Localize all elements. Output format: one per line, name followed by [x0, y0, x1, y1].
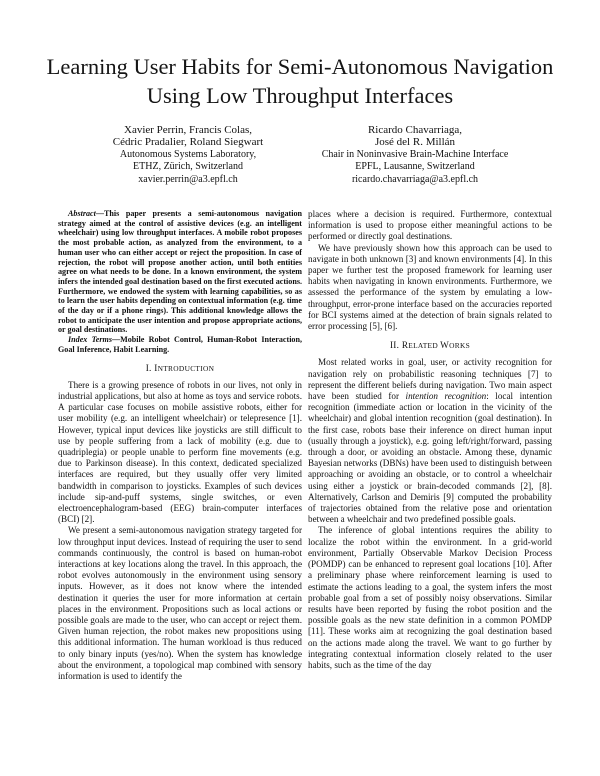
section-heading-introduction [58, 363, 302, 374]
paper-title: Learning User Habits for Semi-Autonomous Navigation Using Low Throughput Interfaces [46, 54, 554, 108]
paragraph: We present a semi-autonomous navigation strategy targeted for low throughput input devices. Instead of requiring the user to send commands continuously, the control is based on human-robot interactions at key locations along the travel. In this approach, the robot evolves autonomously in the environment using sensory inputs. However, as it does not know where the intended destination it queries the user for more information at certain places in the environment. Propositions such as local actions or possible goals are made to the user, who can accept or reject them. Given human rejection, the robot makes new propositions using this additional information. The human workload is thus reduced to only binary inputs (yes/no). When the system has knowledge about the environment, a topological map combined with sensory information is used to identify the [58, 525, 302, 682]
author-names: Ricardo Chavarriaga, [367, 124, 463, 136]
index-terms-lead: Index Terms [68, 335, 112, 345]
author-block-left [88, 124, 288, 186]
author-location: ETHZ, Zürich, Switzerland [133, 161, 243, 173]
abstract-text: —This paper presents a semi-autonomous navigation strategy aimed at the control of assistive devices (e.g. an intelligent wheelchair) using low throughput interfaces. A mobile robot proposes the most probable action, as analyzed from the environment, to a human user who can either accept or reject the proposition. In case of rejection, the robot will propose another action, until both entities agree on what needs to be done. In a known environment, the system infers the intended goal destination based on the first executed actions. Furthermore, we endowed the system with learning capabilities, so as to learn the user habits depending on contextual information (e.g. time of the day or if a phone rings). This additional knowledge allows the robot to anticipate the user intention and propose appropriate actions, or goal destinations. [58, 209, 302, 335]
section-numeral: I. I [145, 362, 158, 373]
section-title-rest: NTRODUCTION [157, 363, 215, 373]
author-affiliation: Chair in Noninvasive Brain-Machine Interface [321, 148, 509, 160]
paragraph: places where a decision is required. Furthermore, contextual information is used to propose either meaningful actions to be performed or directly goal destinations. [308, 209, 552, 242]
author-names: Xavier Perrin, Francis Colas, [124, 124, 252, 136]
paragraph-text: : local intention recognition (immediate action or location in the vicinity of the wheelchair) and global intention recognition (goal destination). In the first case, robots base their inference on direct human input (usually through a joystick), e.g. going left/right/forward, passing through a door, or avoiding an obstacle. Among these, dynamic Bayesian networks (DBNs) have been used to distinguish between approaching or avoiding an obstacle, or to control a wheelchair using either a joystick or brain-decoded commands [2], [8]. Alternatively, Carlson and Demiris [9] computed the probability of trajectories obtained from the relative pose and orientation between a wheelchair and two predefined possible goals. [308, 391, 553, 525]
section-title-rest: ELATED [408, 341, 441, 351]
paragraph: The inference of global intentions requires the ability to localize the robot within the environment. In a grid-world environment, Partially Observable Markov Decision Process (POMDP) can be enhanced to represent goal locations [10]. After a preliminary phase where reinforcement learning is used to estimate the actions leading to a goal, the system infers the most probable goal from a set of possibly noisy observations. Similar results have been reported by fusing the robot position and the possible goals as the new state definition in a common POMDP [11]. These works aim at recognizing the goal destination based on the actions made along the travel. We want to go further by integrating contextual information closely related to the user habits, such as the time of the day [308, 525, 552, 670]
author-affiliation: Autonomous Systems Laboratory, [119, 148, 257, 160]
abstract-lead: Abstract [68, 209, 96, 218]
author-email: ricardo.chavarriaga@a3.epfl.ch [351, 173, 479, 185]
paragraph: We have previously shown how this approach can be used to navigate in both unknown [3] and known environments [4]. In this paper we further test the proposed framework for learning user habits when navigating in known environments. Furthermore, we assessed the performance of the system by emulating a low-throughput, error-prone interface based on the accuracies reported for BCI systems aimed at the detection of brain signals related to error processing [5], [6]. [308, 242, 552, 332]
abstract [58, 209, 302, 335]
section-title-cap: W [440, 340, 450, 351]
index-terms-text: —Mobile Robot Control, Human-Robot Interaction, Goal Inference, Habit Learning. [58, 335, 303, 354]
paragraph [308, 357, 552, 525]
section-title-rest: ORKS [449, 341, 471, 351]
right-column [308, 209, 552, 671]
author-names: Cédric Pradalier, Roland Siegwart [112, 136, 264, 149]
author-block-right [305, 124, 525, 186]
index-terms [58, 335, 302, 354]
paragraph-text: Most related works in goal, user, or activity recognition for navigation rely on probabilistic reasoning techniques [7] to represent the different beliefs during navigation. Two main aspect have been studied for [308, 357, 552, 402]
author-names: José del R. Millán [374, 136, 456, 149]
paragraph: There is a growing presence of robots in our lives, not only in industrial applications, but also at home as toys and service robots. A particular case focuses on mobile assistive robots, either for user mobility (e.g. an intelligent wheelchair) or telepresence [1]. However, typical input devices like joysticks are still difficult to use by people suffering from a lack of mobility (e.g. due to quadriplegia) or people unable to perform fine movements (e.g. due to Parkinson disease). In this context, dedicated specialized interfaces are required, but they usually offer very limited bandwidth in comparison to joysticks. Examples of such devices include sip-and-puff systems, single switches, or even electroencephalogram-based (EEG) brain-computer interfaces (BCI) [2]. [58, 379, 302, 525]
section-heading-related-works [308, 340, 552, 351]
section-numeral: II. R [389, 340, 409, 351]
author-email: xavier.perrin@a3.epfl.ch [138, 173, 238, 185]
left-column [58, 209, 302, 682]
emphasis-term: intention recognition [405, 391, 487, 402]
author-location: EPFL, Lausanne, Switzerland [355, 161, 475, 173]
